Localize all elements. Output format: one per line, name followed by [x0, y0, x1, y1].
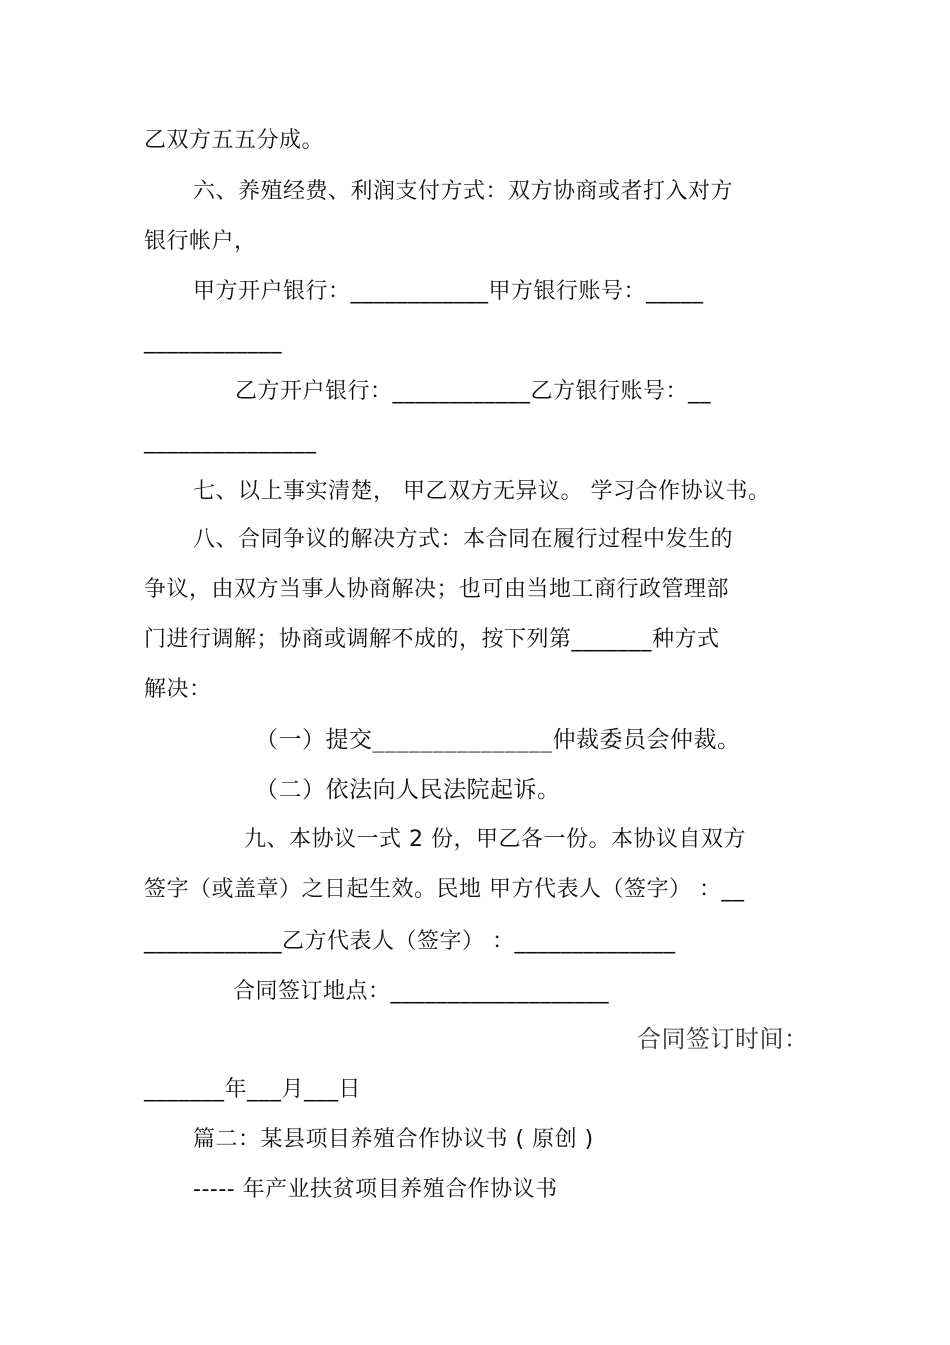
text-line-14: （二）依法向人民法院起诉。 [255, 777, 561, 803]
text-line-18: 合同签订地点：___________________ [233, 979, 610, 1004]
text-line-11: 门进行调解；协商或调解不成的，按下列第_______种方式 [144, 627, 720, 652]
text-line-7: _______________ [144, 429, 317, 454]
text-line-16: 签字（或盖章）之日起生效。民地 甲方代表人（签字） ：__ [144, 877, 745, 902]
text-line-1: 乙双方五五分成。 [144, 128, 325, 153]
text-line-22: ----- 年产业扶贫项目养殖合作协议书 [193, 1177, 558, 1202]
text-line-15: 九、本协议一式 2 份，甲乙各一份。本协议自双方 [244, 827, 746, 852]
text-line-10: 争议，由双方当事人协商解决；也可由当地工商行政管理部 [144, 577, 730, 602]
text-line-20: _______年___月___日 [144, 1077, 362, 1102]
text-line-21: 篇二：某县项目养殖合作协议书 ( 原创 ) [193, 1127, 594, 1152]
text-line-2: 六、养殖经费、利润支付方式：双方协商或者打入对方 [193, 179, 734, 204]
text-line-9: 八、合同争议的解决方式：本合同在履行过程中发生的 [193, 527, 734, 552]
text-line-6: 乙方开户银行：____________乙方银行账号：__ [235, 379, 712, 404]
text-line-12: 解决： [144, 677, 212, 702]
text-line-19: 合同签订时间： [637, 1025, 809, 1053]
text-line-4: 甲方开户银行：____________甲方银行账号：_____ [193, 279, 704, 304]
text-line-3: 银行帐户， [144, 229, 257, 254]
text-line-8: 七、以上事实清楚， 甲乙双方无异议。 学习合作协议书。 [193, 479, 771, 504]
text-line-13: （一）提交_______________仲裁委员会仲裁。 [255, 727, 741, 753]
text-line-17: ____________乙方代表人（签字） ：______________ [144, 929, 676, 954]
text-line-5: ____________ [144, 329, 282, 354]
